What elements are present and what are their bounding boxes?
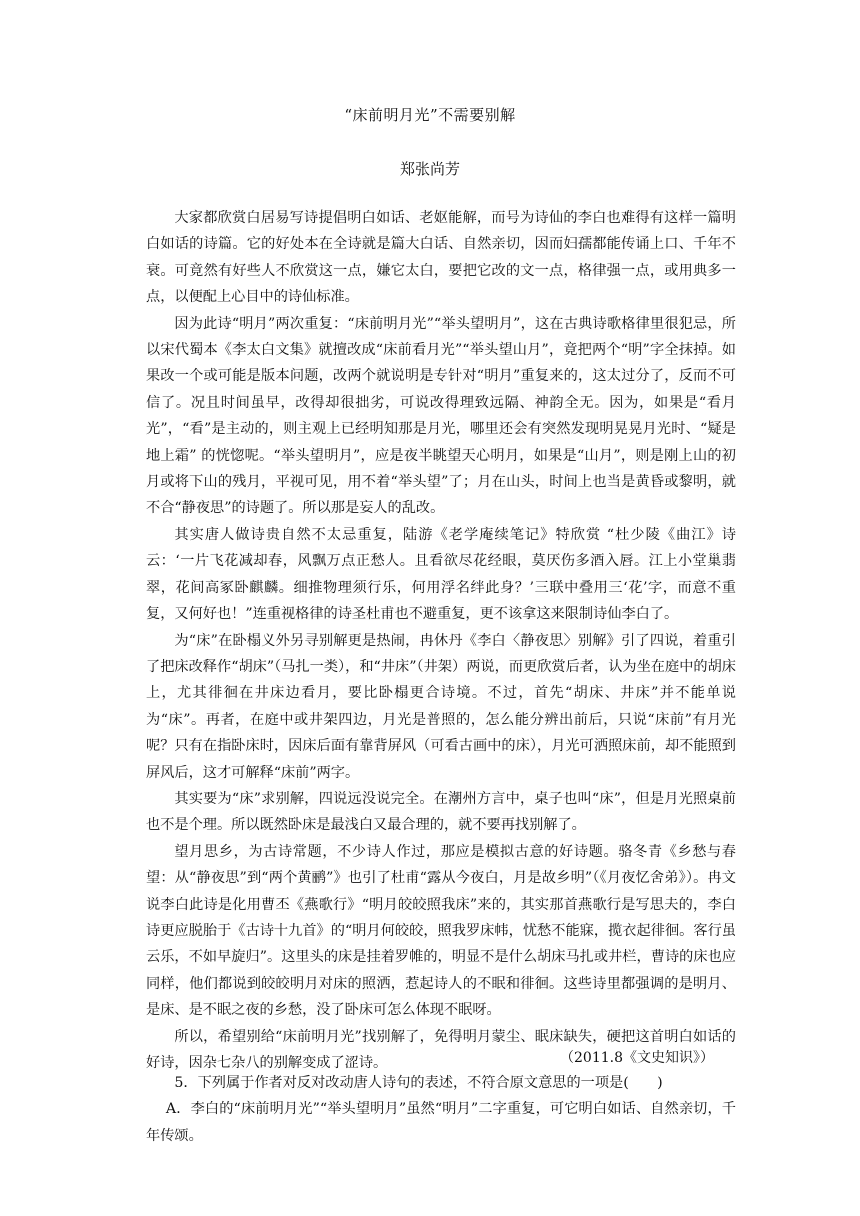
paragraph: 因为此诗“明月”两次重复：“床前明月光”“举头望明月”，这在古典诗歌格律里很犯忌，所以宋代蜀本《李太白文集》就擅改成“床前看月光”“举头望山月”，竟把两个“明”字全抹掉。如果改一个或可能是版本问题，改两个就说明是专针对“明月”重复来的，这太过分了，反而不可信了。况且时间虽早，改得却很拙劣，可说改得理致远隔、神韵全无。因为，如果是“看月光”，“看”是主动的，则主观上已经明知那是月光，哪里还会有突然发现明晃晃月光时、“疑是地上霜” 的恍惚呢。“举头望明月”，应是夜半眺望天心明月，如果是“山月”，则是刚上山的初月或将下山的残月，平视可见，用不着“举头望”了；月在山头，时间上也当是黄昏或黎明，就不合“静夜思”的诗题了。所以那是妄人的乱改。 (146, 315, 736, 517)
question-stem: 5．下列属于作者对反对改动唐人诗句的表述，不符合原文意思的一项是( ) (174, 1075, 663, 1091)
question-block (146, 1070, 736, 1149)
paragraph: 所以，希望别给“床前明月光”找别解了，免得明月蒙尘、眠床缺失，硬把这首明白如话的好诗，因杂七杂八的别解变成了涩诗。 (146, 1028, 736, 1071)
question-option-a: A．李白的“床前明月光”“举头望明月”虽然“明月”二字重复，可它明白如话、自然亲切，千年传颂。 (146, 1101, 736, 1144)
paragraph: 其实要为“床”求别解，四说远没说完全。在潮州方言中，桌子也叫“床”，但是月光照桌前也不是个理。所以既然卧床是最浅白又最合理的，就不要再找别解了。 (146, 790, 736, 834)
article-author: 郑张尚芳 (399, 160, 460, 178)
paragraph: 为“床”在卧榻义外另寻别解更是热闹，冉休丹《李白〈静夜思〉别解》引了四说，着重引了把床改释作“胡床”（马扎一类），和“井床”（井架）两说，而更欣赏后者，认为坐在庭中的胡床上，尤其徘徊在井床边看月，要比卧榻更合诗境。不过，首先“胡床、井床”并不能单说为“床”。再者，在庭中或井架四边，月光是普照的，怎么能分辨出前后，只说“床前”有月光呢？只有在指卧床时，因床后面有靠背屏风（可看古画中的床），月光可洒照床前，却不能照到屏风后，这才可解释“床前”两字。 (146, 632, 736, 781)
paragraph: 其实唐人做诗贵自然不太忌重复，陆游《老学庵续笔记》特欣赏 “杜少陵《曲江》诗云：‘一片飞花减却春，风飘万点正愁人。且看欲尽花经眼，莫厌伤多酒入唇。江上小堂巢翡翠，花间高冢卧麒麟。细推物理须行乐，何用浮名绊此身？’三联中叠用三‘花’字，而意不重复，又何好也！”连重视格律的诗圣杜甫也不避重复，更不该拿这来限制诗仙李白了。 (146, 526, 736, 623)
article-body (146, 205, 736, 1076)
paragraph: 望月思乡，为古诗常题，不少诗人作过，那应是模拟古意的好诗题。骆冬青《乡愁与春望：从“静夜思”到“两个黄鹂”》也引了杜甫“露从今夜白，月是故乡明”（《月夜忆舍弟》）。冉文说李白此诗是化用曹丕《燕歌行》“明月皎皎照我床”来的，其实那首燕歌行是写思夫的，李白诗更应脱胎于《古诗十九首》的“明月何皎皎，照我罗床帏，忧愁不能寐，揽衣起徘徊。客行虽云乐，不如早旋归”。这里头的床是挂着罗帷的，明显不是什么胡床马扎或井栏，曹诗的床也应同样，他们都说到皎皎明月对床的照洒，惹起诗人的不眠和徘徊。这些诗里都强调的是明月、是床、是不眠之夜的乡愁，没了卧床可怎么体现不眠呀。 (146, 843, 736, 1019)
paragraph: 大家都欣赏白居易写诗提倡明白如话、老妪能解，而号为诗仙的李白也难得有这样一篇明白如话的诗篇。它的好处本在全诗就是篇大白话、自然亲切，因而妇孺都能传诵上口、千年不衰。可竟然有好些人不欣赏这一点，嫌它太白，要把它改的文一点，格律强一点，或用典多一点，以便配上心目中的诗仙标准。 (146, 210, 736, 306)
article-title: “床前明月光”不需要别解 (344, 106, 516, 124)
article-source: （2011.8《文史知识》） (560, 1050, 714, 1066)
